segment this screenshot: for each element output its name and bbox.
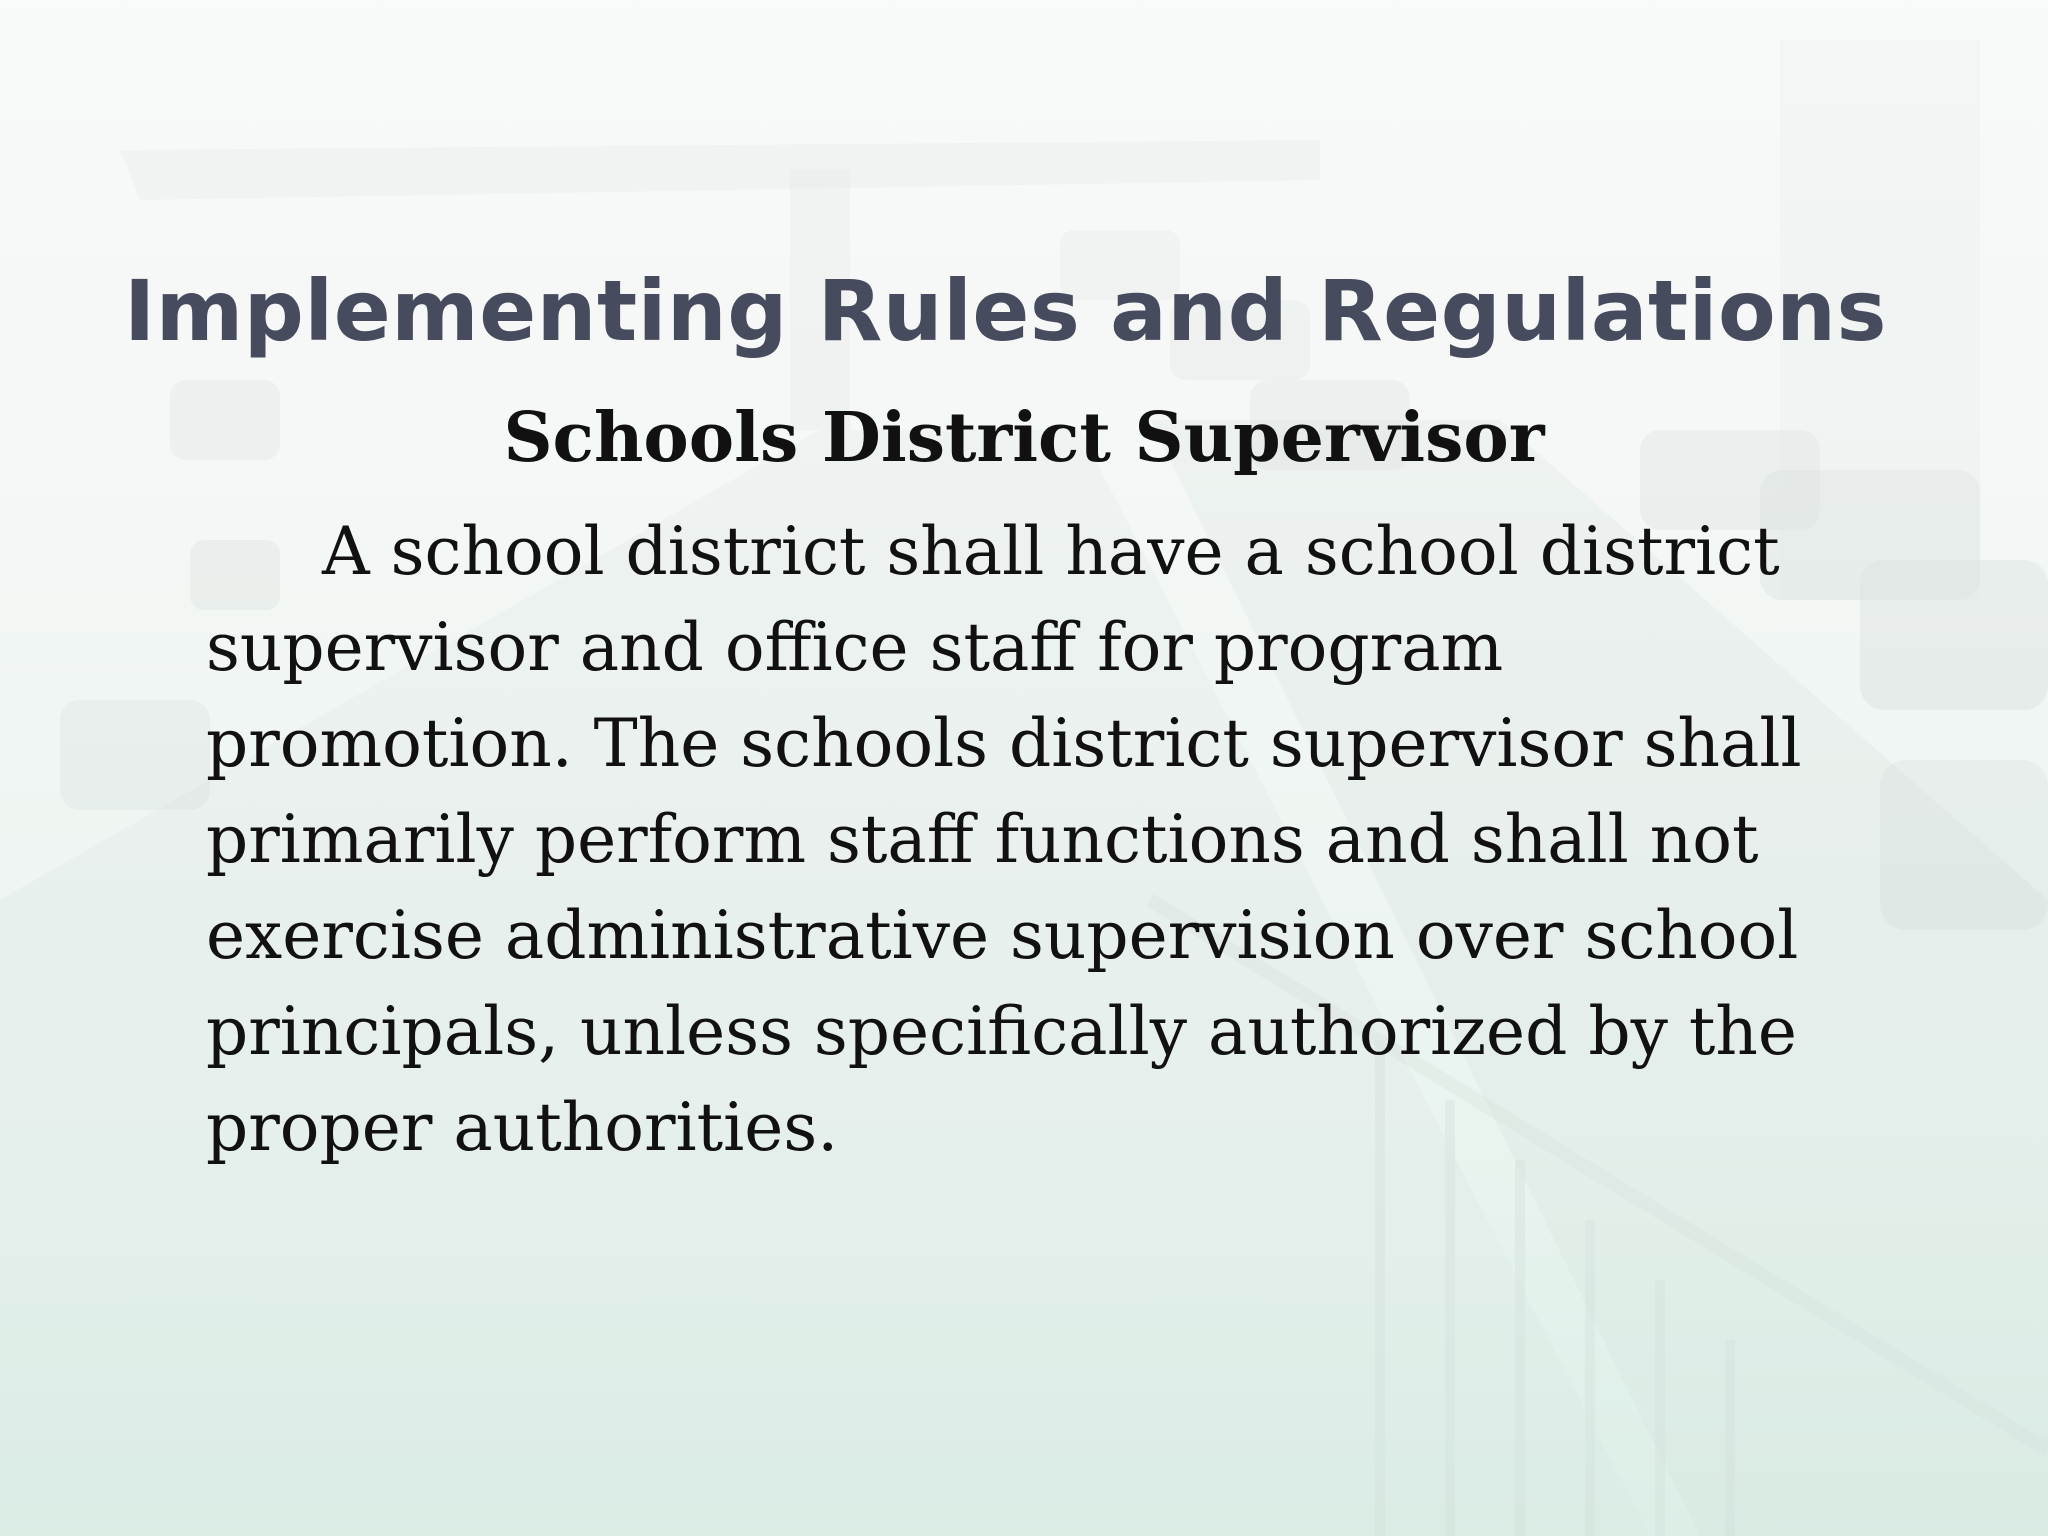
paragraph-line: proper authorities. [206,1089,839,1166]
section-heading: Schools District Supervisor [503,398,1545,478]
paragraph-line: principals, unless specifically authorized by the [206,993,1797,1070]
slide-title: Implementing Rules and Regulations [124,262,1887,360]
paragraph-line: supervisor and office staff for program [206,609,1504,686]
paragraph-line: primarily perform staff functions and shall not [206,801,1759,878]
body-paragraph [206,504,1926,1176]
paragraph-line: exercise administrative supervision over school [206,897,1799,974]
paragraph-line: A school district shall have a school district [322,513,1780,590]
paragraph-line: promotion. The schools district supervisor shall [206,705,1802,782]
